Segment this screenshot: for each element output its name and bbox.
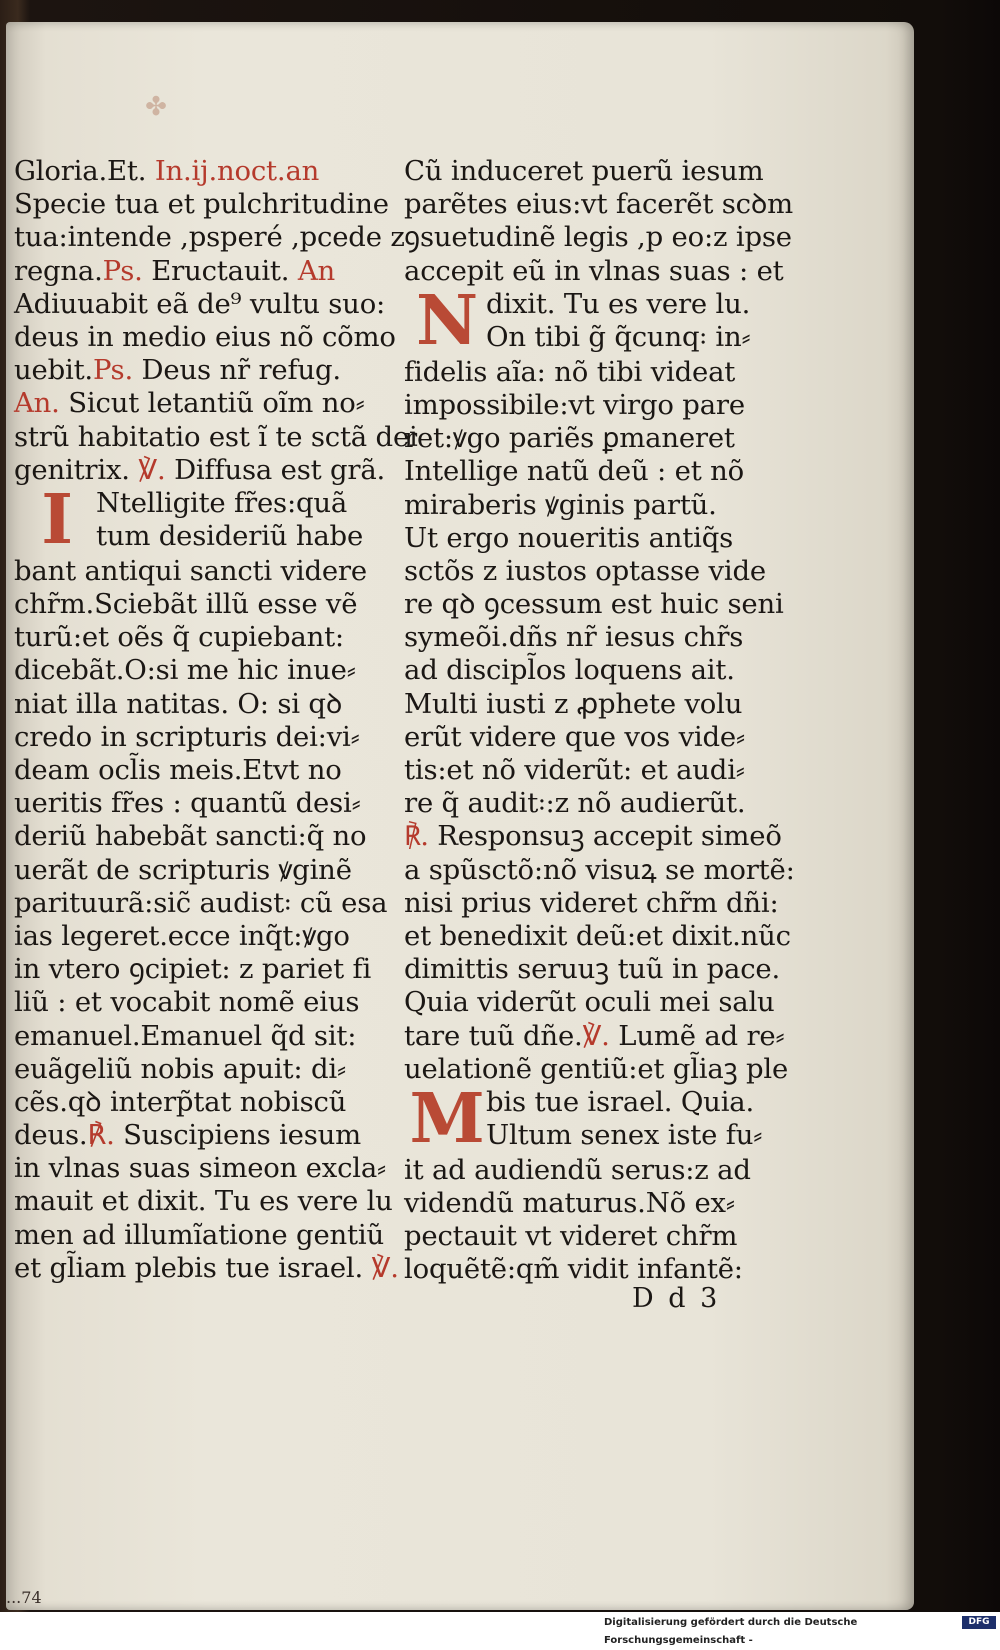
text-line <box>404 1220 796 1253</box>
text-segment: ias legeret.ecce inq̃t:ꝟgo <box>14 919 350 952</box>
text-line <box>404 522 796 555</box>
text-line <box>14 1219 386 1252</box>
text-line <box>404 820 796 853</box>
text-line <box>404 489 796 522</box>
text-line <box>404 1053 796 1086</box>
text-line <box>14 320 396 354</box>
text-segment: fidelis aĩa: nõ tibi videat <box>404 355 736 388</box>
text-line <box>404 1020 796 1053</box>
text-line <box>404 1253 796 1286</box>
text-segment: men ad illumĩatione gentiũ <box>14 1218 384 1251</box>
text-line <box>14 1251 399 1285</box>
left-column <box>14 155 418 1285</box>
text-segment: regna. <box>14 254 103 287</box>
text-segment: deus in medio eius nõ cõmo <box>14 320 396 353</box>
text-segment: ad discipl̃os loquens ait. <box>404 654 735 687</box>
right-lines-mid <box>404 356 796 1086</box>
digitization-credit: Digitalisierung gefördert durch die Deutsche Forschungsgemeinschaft - <box>604 1617 858 1646</box>
text-line <box>14 787 386 820</box>
left-initial-block <box>14 479 386 560</box>
right-initial-block <box>404 280 796 361</box>
text-segment: Eructauit. <box>142 254 298 287</box>
text-segment: emanuel.Emanuel q̃d sit: <box>14 1019 357 1052</box>
text-line <box>404 688 796 721</box>
text-segment: Ut ergo noueritis antiq̃s <box>404 521 734 554</box>
text-line <box>404 455 796 488</box>
text-line <box>404 155 796 188</box>
text-segment: credo in scripturis dei:vi⸗ <box>14 720 360 753</box>
text-line <box>404 754 796 787</box>
text-segment: uerãt de scripturis ꝟginẽ <box>14 853 352 886</box>
text-line <box>14 688 386 721</box>
initial-letter-i: I <box>41 479 73 560</box>
text-segment: cẽs.qꝺ interp̃tat nobiscũ <box>14 1085 347 1118</box>
text-line <box>14 953 386 986</box>
text-segment: ueritis fr̃es : quantũ desi⸗ <box>14 787 361 820</box>
text-line <box>14 887 386 920</box>
text-line <box>14 621 386 654</box>
text-segment: uebit. <box>14 354 93 387</box>
text-segment: euãgeliũ nobis apuit: di⸗ <box>14 1052 346 1085</box>
text-line <box>14 221 405 254</box>
rubric-text: ℟. <box>87 1119 115 1152</box>
text-line <box>14 1053 386 1086</box>
text-segment: bis tue israel. Quia. <box>486 1085 755 1118</box>
text-line <box>404 588 796 621</box>
text-segment: On tibi g̃ q̃cunq꞉ in⸗ <box>486 320 751 353</box>
rubric-text: ℣. <box>138 453 166 486</box>
text-segment: Ultum senex iste fu⸗ <box>486 1119 763 1152</box>
text-line <box>404 621 796 654</box>
text-segment: in vlnas suas simeon excla⸗ <box>14 1152 387 1185</box>
text-line <box>14 354 386 387</box>
text-line <box>404 721 796 754</box>
left-lines-rest <box>14 554 399 1285</box>
text-line <box>14 255 386 288</box>
text-segment: strũ habitatio est ĩ te sctã dei <box>14 420 418 453</box>
text-segment: bant antiqui sancti videre <box>14 554 367 587</box>
text-line <box>14 420 418 454</box>
text-segment: tua:intende ,psperé ,pcede z <box>14 221 405 254</box>
text-segment: mauit et dixit. Tu es vere lu <box>14 1185 393 1218</box>
corner-mark: ...74 <box>6 1588 42 1607</box>
right-initial2-block <box>404 1078 796 1159</box>
text-segment: Diffusa est grã. <box>165 453 386 486</box>
text-line <box>404 953 796 986</box>
text-segment: et gl̃iam plebis tue israel. <box>14 1251 372 1284</box>
text-segment: Gloria.Et. <box>14 155 155 187</box>
dfg-logo: DFG <box>962 1616 996 1629</box>
text-line <box>14 986 386 1019</box>
text-line <box>404 356 796 389</box>
text-line <box>14 721 386 754</box>
text-segment: nisi prius videret chr̃m dñi: <box>404 886 779 919</box>
text-segment: Suscipiens iesum <box>114 1119 362 1152</box>
text-line <box>14 188 389 221</box>
text-segment: tis:et nõ viderũt: et audi⸗ <box>404 754 745 786</box>
right-column <box>404 155 796 1287</box>
text-segment: parituurã:sic̃ audist꞉ cũ esa <box>14 886 388 919</box>
text-segment: turũ:et oẽs q̃ cupiebant: <box>14 621 344 654</box>
text-line <box>404 422 796 455</box>
text-segment: genitrix. <box>14 453 139 486</box>
text-segment: sctõs z iustos optasse vide <box>404 554 766 587</box>
text-segment: re q̃ audit꞉:z nõ audierũt. <box>404 787 746 820</box>
text-segment: deriũ habebãt sancti:q̃ no <box>14 820 367 853</box>
text-line <box>14 1152 386 1185</box>
text-line <box>14 1086 386 1119</box>
text-line <box>14 1020 386 1053</box>
text-segment: Deus nr̃ refug. <box>133 354 341 387</box>
text-segment: impossibile:vt virgo pare <box>404 388 745 421</box>
text-line <box>404 986 796 1019</box>
text-line <box>14 754 386 787</box>
text-segment: pectauit vt videret chr̃m <box>404 1220 738 1253</box>
left-lines-top <box>14 155 418 487</box>
text-segment: Lumẽ ad re⸗ <box>609 1019 785 1052</box>
text-line <box>14 820 386 853</box>
text-segment: deam ocl̃is meis.Etvt no <box>14 754 342 786</box>
rubric-text: An <box>297 254 336 287</box>
rubric-text: An. <box>14 387 60 420</box>
text-line <box>404 555 796 588</box>
text-segment: liũ : et vocabit nomẽ eius <box>14 986 360 1019</box>
text-segment: loquẽtẽ:qm̃ vidit infantẽ: <box>404 1253 743 1286</box>
text-line <box>404 854 796 887</box>
initial-letter-n: N <box>416 280 478 361</box>
text-line <box>404 920 796 953</box>
text-line <box>14 555 386 588</box>
text-segment: tare tuũ dñe. <box>404 1019 583 1052</box>
text-line <box>14 155 386 188</box>
text-line <box>14 920 386 953</box>
text-segment: videndũ maturus.Nõ ex⸗ <box>404 1187 735 1220</box>
rubric-text: ℟. <box>404 820 429 853</box>
text-segment: Multi iusti z ꝓphete volu <box>404 687 743 720</box>
text-segment: it ad audiendũ serus:z ad <box>404 1153 751 1186</box>
text-segment: Adiuuabit eã de⁹ vultu suo: <box>14 287 386 320</box>
text-segment: deus. <box>14 1119 88 1152</box>
text-line <box>404 255 796 288</box>
text-segment: Intellige natũ deũ : et nõ <box>404 455 744 488</box>
text-segment: miraberis ꝟginis partũ. <box>404 488 717 521</box>
text-segment: parẽtes eius:vt facerẽt scꝺm <box>404 188 794 221</box>
text-segment: Sicut letantiũ oĩm no⸗ <box>59 387 365 420</box>
text-segment: chr̃m.Sciebãt illũ esse vẽ <box>14 588 358 621</box>
text-line <box>14 588 386 621</box>
text-segment: niat illa natitas. O: si qꝺ <box>14 687 343 720</box>
right-lines-top <box>404 155 796 288</box>
text-line <box>404 188 796 221</box>
text-segment: re qꝺ ꝯcessum est huic seni <box>404 588 784 621</box>
text-segment: ret:ꝟgo pariẽs ꝑmaneret <box>404 422 735 455</box>
text-line <box>14 454 386 487</box>
text-line <box>14 288 386 321</box>
text-line <box>404 221 796 254</box>
rubric-text: ℣. <box>582 1019 610 1052</box>
rubric-text: ℣. <box>371 1251 399 1284</box>
text-segment: in vtero ꝯcipiet: z pariet fi <box>14 953 372 986</box>
text-segment: tum desideriũ habe <box>96 520 364 553</box>
text-segment: uelationẽ gentiũ:et gl̃iaꝫ ple <box>404 1052 789 1085</box>
text-segment: dicebãt.O:si me hic inue⸗ <box>14 654 356 687</box>
stain-ornament-icon: ✤ <box>145 92 167 122</box>
text-line <box>404 787 796 820</box>
rubric-text: In.ij.noct.an <box>154 155 320 187</box>
text-segment: Cũ induceret puerũ iesum <box>404 155 764 187</box>
text-segment: dixit. Tu es vere lu. <box>486 287 751 320</box>
text-line <box>404 389 796 422</box>
text-segment: ꝯsuetudinẽ legis ,p eo:z ipse <box>404 221 792 254</box>
text-line <box>404 1187 796 1220</box>
rubric-text: Ps. <box>92 354 134 387</box>
text-segment: Quia viderũt oculi mei salu <box>404 986 775 1019</box>
text-segment: erũt videre que vos vide⸗ <box>404 720 745 753</box>
text-line <box>404 1154 796 1187</box>
text-line <box>14 1185 393 1218</box>
text-segment: et benedixit deũ:et dixit.nũc <box>404 919 791 952</box>
text-line <box>404 887 796 920</box>
text-segment: Responsuꝫ accepit simeõ <box>428 820 782 853</box>
text-line <box>404 654 796 687</box>
initial-letter-m: M <box>409 1078 485 1159</box>
text-line <box>14 1119 386 1152</box>
signature-mark: D d 3 <box>632 1283 721 1314</box>
text-segment: Ntelligite fr̃es:quã <box>96 486 348 519</box>
text-line <box>14 854 386 887</box>
rubric-text: Ps. <box>102 254 143 287</box>
text-segment: symeõi.dñs nr̃ iesus chr̃s <box>404 621 744 654</box>
text-line <box>14 654 386 687</box>
text-segment: dimittis seruuꝫ tuũ in pace. <box>404 953 781 986</box>
text-segment: a spũsctõ:nõ visuꝝ se mortẽ: <box>404 853 795 886</box>
right-lines-end <box>404 1154 796 1287</box>
text-segment: accepit eũ in vlnas suas : et <box>404 254 784 287</box>
text-line <box>14 387 386 420</box>
text-segment: Specie tua et pulchritudine <box>14 188 389 221</box>
